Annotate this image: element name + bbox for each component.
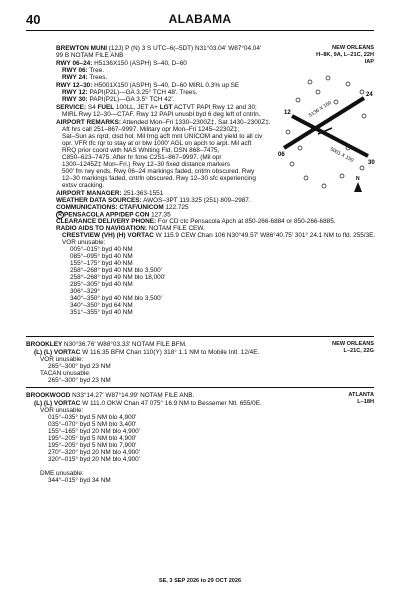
vor-unusable-label: VOR unusable: [40,356,84,363]
brookley-region: NEW ORLEANS [332,341,374,347]
tree-icon [340,174,344,178]
rwy-end-label: 24 [366,92,373,98]
brookwood-title: BROOKWOOD N33°14.27′ W87°14.99′ NOTAM FILE ANB. [26,392,195,399]
tree-icon [346,82,350,86]
brewton-line2: 99 B NOTAM FILE ANB [56,52,124,59]
tacan-unusable-label: TACAN unusable: [40,370,91,377]
tree-icon [296,98,300,102]
vor-unusable-item: 035°–070° byd 5 NM blo 3,400′ [48,421,137,428]
rwy-end-label: 30 [368,160,375,166]
tree-icon [362,114,366,118]
tree-icon [298,146,302,150]
vor-unusable-item: 351°–355° byd 40 NM [70,309,133,316]
vor-unusable-label: VOR unusable: [62,239,106,246]
remarks-line: RRQ prior coord with NAS Whiting Fld, DSN 868–7475, [62,147,220,154]
north-label: N [356,176,360,182]
airport-remarks: AIRPORT REMARKS: Attended Mon–Fri 1330–2300Z‡, Sat 1430–2300Z‡. [56,119,271,126]
tree-icon [326,76,330,80]
vor-unusable-item: 258°–268° byd 40 NM blo 3,500′ [70,267,162,274]
rwy-24: RWY 24: Trees. [62,74,108,81]
vor-unusable-item: 270°–320° byd 20 NM blo 4,900′ [48,449,140,456]
tree-icon [290,162,294,166]
rwy-end-label: 06 [278,152,285,158]
vor-unusable-item: 195°–205° byd 5 NM blo 7,900′ [48,442,137,449]
tree-icon [360,166,364,170]
brewton-chart: H–8K, 9A, L–21C, 22H [316,52,374,58]
brewton-iap: IAP [364,59,374,65]
tree-icon [360,90,364,94]
dme-unusable-label: DME unusable: [40,470,84,477]
footer-effective-dates: SE, 3 SEP 2026 to 29 OCT 2026 [158,578,242,584]
page-header [0,0,400,28]
airport-manager: AIRPORT MANAGER: 251-363-1551 [56,190,164,197]
rwy-size-label-b: 5001 X 150 [329,146,355,164]
state-title: ALABAMA [168,12,232,26]
restricted-circle-icon: R [56,211,64,219]
tree-icon [304,176,308,180]
vor-unusable-item: 340°–350° byd 40 NM blo 3,500′ [70,295,162,302]
vor-unusable-item: 015°–035° byd 5 NM blo 4,900′ [48,414,137,421]
rwy-size-label-a: 5136 X 150 [307,100,333,119]
service-cont: MIRL Rwy 12–30—CTAF. Rwy 12 PAPI unusbl byd 6 deg left of cntrln. [62,111,261,118]
rwy-0624: RWY 06–24: H5136X150 (ASPH) S–40, D–60 [56,60,187,67]
approach-control: R PENSACOLA APP/DEP CON 127.35 [56,211,171,219]
remarks-line: 500′ fm rwy ends. Rwy 06–24 markings faded, cntrln obscured. Rwy [62,168,255,175]
tree-icon [322,184,326,188]
section-divider [26,387,374,388]
tree-icon [334,100,338,104]
brewton-region: NEW ORLEANS [332,45,374,51]
remarks-line: C850–623–7475. After hr fone C251–867–9997. (Mil opr [62,154,222,161]
tacan-unusable-item: 265°–300° byd 23 NM [48,377,111,384]
vor-unusable-item: 285°–305° byd 40 NM [70,281,133,288]
radio-aids: RADIO AIDS TO NAVIGATION: NOTAM FILE CEW. [56,225,205,232]
brookwood-vortac: (L) (L) VORTAC W 111.0 OKW Chan 47 075° 16.9 NM to Bessemer Ntl. 655/0E. [34,400,262,407]
vor-unusable-label: VOR unusable: [40,407,84,414]
service-line: SERVICE: S4 FUEL 100LL, JET A+ LGT ACTVT PAPI Rwy 12 and 30; [56,104,257,111]
weather-sources: WEATHER DATA SOURCES: AWOS–3PT 119.325 (251) 809–2987. [56,197,251,204]
remarks-line: 1300–1245Z‡ Mon–Fri.) Rwy 12–30 fixed distance markers [62,161,231,168]
vor-unusable-item: 258°–268° byd 49 NM blo 18,000′ [70,274,166,281]
vor-unusable-item: 005°–015° byd 40 NM [70,246,133,253]
clearance-delivery: CLEARANCE DELIVERY PHONE: For CD ctc Pensacola Apch at 850-266-6884 or 850-266-6885. [56,218,336,225]
remarks-line: opr. VFR tfc rqr to stay at or blw 1000′ AGL on apch to arpt. Mil acft [62,140,252,147]
remarks-line: Aft hrs call 251–867–9997. Military opr Mon–Fri 1245–2230Z‡; [62,126,240,133]
communications: COMMUNICATIONS: CTAF/UNICOM 122.725 [56,204,189,211]
rwy-06: RWY 06: Tree. [62,67,105,74]
rwy-30: RWY 30: PAPI(P2L)—GA 3.5° TCH 42′. [62,96,175,103]
vor-unusable-item: 306°–329° [70,288,100,295]
vor-unusable-item: 085°–095° byd 40 NM [70,253,133,260]
tree-icon [308,80,312,84]
vor-unusable-item: 340°–350° byd 64 NM [70,302,133,309]
vor-unusable-item: 155°–165° byd 20 NM blo 4,900′ [48,428,140,435]
rwy-end-label: 12 [284,110,291,116]
remarks-line: 12–30 markings faded, cntrln obscured. Rwy 12–30 sfc experiencing [62,175,256,182]
brookley-title: BROOKLEY N30°36.76′ W88°03.33′ NOTAM FILE BFM. [26,341,187,348]
brewton-title: BREWTON MUNI (12J) P (N) 3 S UTC–6(–5DT) N31°03.04′ W87°04.04′ [56,45,262,52]
brookley-chart: L–21C, 22G [343,348,374,354]
rwy-12: RWY 12: PAPI(P2L)—GA 3.25° TCH 48′. Trees. [62,89,198,96]
crestview-vortac: CRESTVIEW (VH) (H) VORTAC W 115.9 CEW Chan 106 N30°49.57′ W86°40.75′ 301° 24.1 NM to fld. 255/3E. [62,232,376,239]
brookwood-region: ATLANTA [348,392,374,398]
header-rule [26,30,374,31]
north-arrow-icon [354,182,362,192]
section-divider [26,336,374,337]
vor-unusable-item: 155°–175° byd 40 NM [70,260,133,267]
tree-icon [286,130,290,134]
vor-unusable-item: 195°–205° byd 5 NM blo 4,900′ [48,435,137,442]
airport-diagram [278,72,374,200]
dme-unusable-item: 344°–015° byd 34 NM [48,477,111,484]
vor-unusable-item: 265°–300° byd 23 NM [48,363,111,370]
brookley-vortac: (L) (L) VORTAC W 116.35 BFM Chan 110(Y) 318° 1.1 NM to Mobile Intl. 12/4E. [34,349,260,356]
remarks-line: extsv cracking. [62,182,105,189]
vor-unusable-item: 320°–015° byd 20 NM blo 4,900′ [48,456,140,463]
page-number: 40 [26,12,41,27]
remarks-line: Sat–Sun as rqrd; clsd hol. Mil trng acft mnt UNICOM and yield to all civ [62,133,263,140]
brookwood-chart: L–18H [357,399,374,405]
tree-icon [316,90,320,94]
rwy-1230: RWY 12–30: H5001X150 (ASPH) S–40, D–60 MIRL 0.3% up SE [56,82,240,89]
